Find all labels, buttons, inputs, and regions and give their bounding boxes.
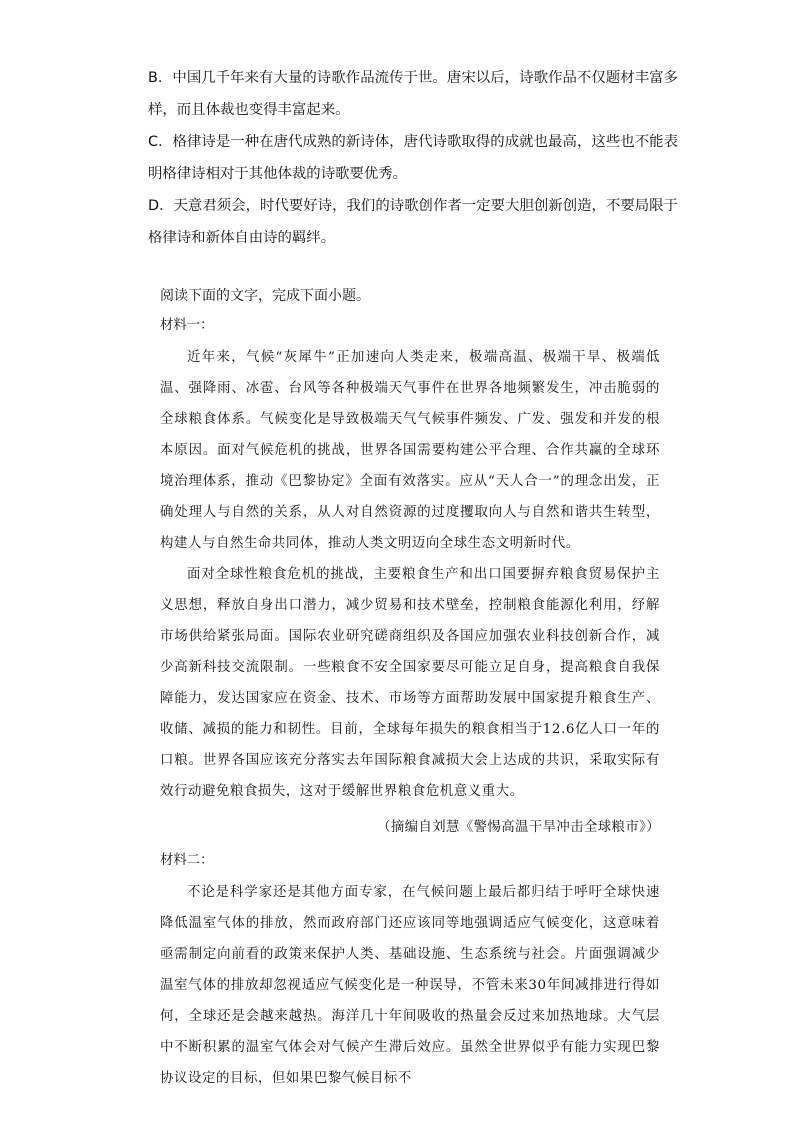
reading-passage bbox=[160, 312, 660, 1094]
option-c: C．格律诗是一种在唐代成熟的新诗体，唐代诗歌取得的成就也最高，这些也不能表明格律诗相对于其他体裁的诗歌要优秀。 bbox=[148, 134, 678, 182]
material-one-label: 材料一： bbox=[160, 318, 214, 333]
material-two-label: 材料二： bbox=[160, 853, 214, 868]
material-one-paragraph: 近年来，气候“灰犀牛”正加速向人类走来，极端高温、极端干旱、极端低温、强降雨、冰雹、台风等各种极端天气事件在世界各地频繁发生，冲击脆弱的全球粮食体系。气候变化是导致极端天气气候事件频发、广发、强发和并发的根本原因。面对气候危机的挑战，世界各国需要构建公平合理、合作共赢的全球环境治理体系，推动《巴黎协定》全面有效落实。应从“天人合一”的理念出发，正确处理人与自然的关系，从人对自然资源的过度攫取向人与自然和谐共生转型，构建人与自然生命共同体，推动人类文明迈向全球生态文明新时代。 bbox=[160, 350, 660, 551]
answer-options bbox=[148, 62, 678, 254]
option-d: D．天意君须会，时代要好诗，我们的诗歌创作者一定要大胆创新创造，不要局限于格律诗和新体自由诗的羁绊。 bbox=[148, 198, 678, 246]
reading-instruction: 阅读下面的文字，完成下面小题。 bbox=[160, 288, 370, 304]
material-one-source: （摘编自刘慧《警惕高温干旱冲击全球粮市》） bbox=[377, 820, 660, 835]
option-b: B．中国几千年来有大量的诗歌作品流传于世。唐宋以后，诗歌作品不仅题材丰富多样，而且体裁也变得丰富起来。 bbox=[148, 70, 678, 118]
material-two-paragraph: 不论是科学家还是其他方面专家，在气候问题上最后都归结于呼吁全球快速降低温室气体的排放，然而政府部门还应该同等地强调适应气候变化，这意味着亟需制定向前看的政策来保护人类、基础设施、生态系统与社会。片面强调减少温室气体的排放却忽视适应气候变化是一种误导，不管未来30年间减排进行得如何，全球还是会越来越热。海洋几十年间吸收的热量会反过来加热地球。大气层中不断积累的温室气体会对气候产生滞后效应。虽然全世界似乎有能力实现巴黎协议设定的目标，但如果巴黎气候目标不 bbox=[160, 885, 660, 1086]
material-one-paragraph: 面对全球性粮食危机的挑战，主要粮食生产和出口国要摒弃粮食贸易保护主义思想，释放自身出口潜力，减少贸易和技术壁垒，控制粮食能源化利用，纾解市场供给紧张局面。国际农业研究磋商组织及各国应加强农业科技创新合作，减少高新科技交流限制。一些粮食不安全国家要尽可能立足自身，提高粮食自我保障能力，发达国家应在资金、技术、市场等方面帮助发展中国家提升粮食生产、收储、减损的能力和韧性。目前，全球每年损失的粮食相当于12.6亿人口一年的口粮。世界各国应该充分落实去年国际粮食减损大会上达成的共识，采取实际有效行动避免粮食损失，这对于缓解世界粮食危机意义重大。 bbox=[160, 567, 660, 799]
